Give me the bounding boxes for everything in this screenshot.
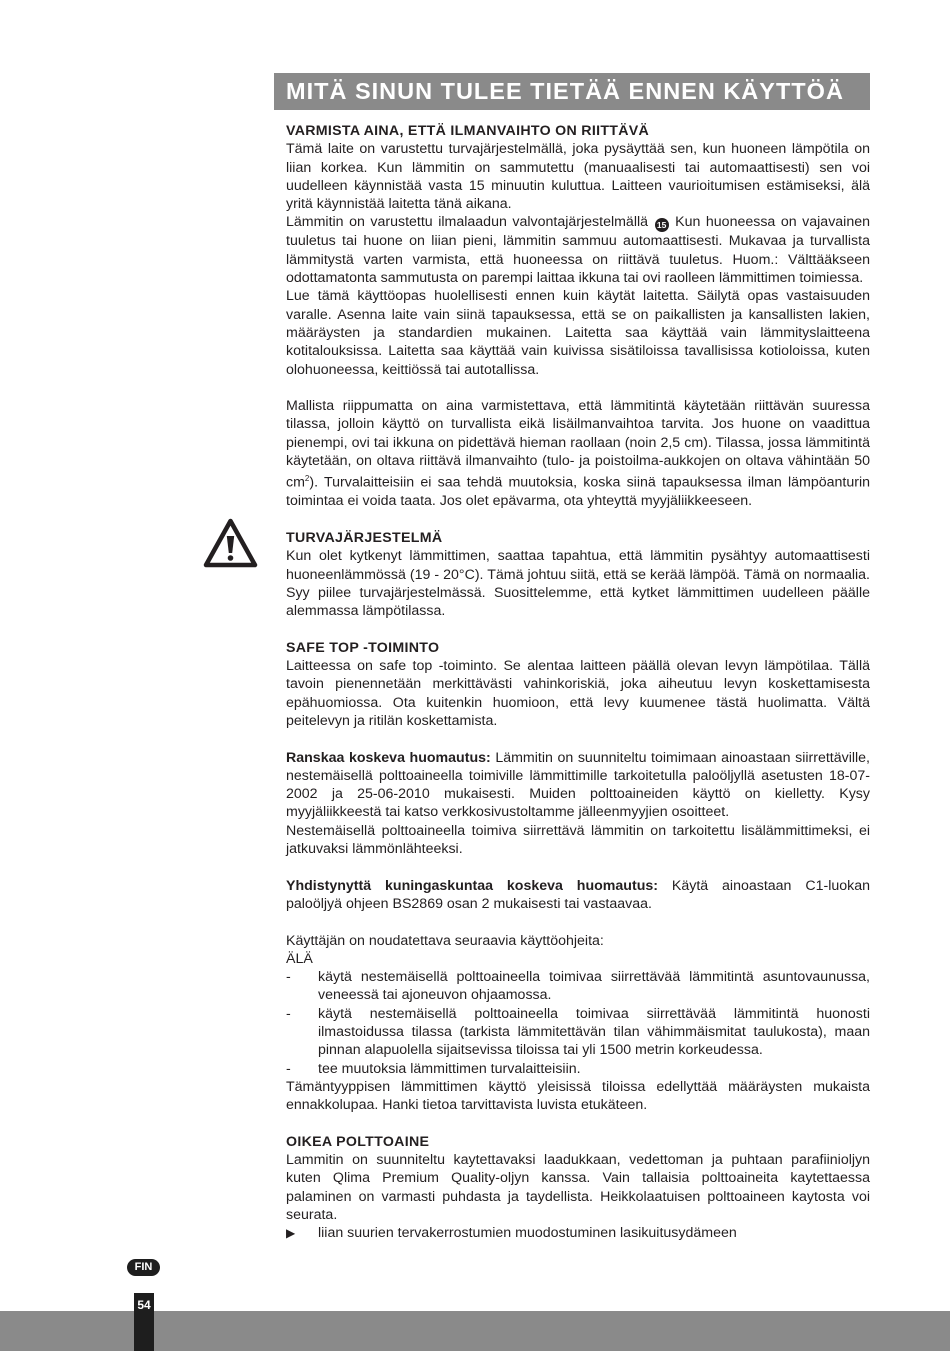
page-number-tab bbox=[134, 1293, 154, 1351]
paragraph: ÄLÄ bbox=[286, 950, 313, 967]
paragraph: Laitteessa on safe top -toiminto. Se alentaa laitteen päällä olevan levyn lämpötilaa. Tällä tavoin pienennetään merkittävästi vahinkoriskiä, joka aiheutuu levyn koskettamisesta epähuomiossa. Ota kuitenkin huomioon, että levy kuumenee tästä huolimatta. Vältä peitelevyn ja ritilän koskettamista. bbox=[286, 658, 870, 729]
paragraph: Käyttäjän on noudatettava seuraavia käyttöohjeita: bbox=[286, 932, 604, 949]
dash-marker: - bbox=[286, 1005, 291, 1022]
page-header bbox=[274, 73, 870, 110]
text-run: Lämmitin on varustettu ilmalaadun valvontajärjestelmällä bbox=[286, 214, 649, 231]
paragraph: Nestemäisellä polttoaineella toimiva siirrettävä lämmitin on tarkoitettu lisälämmittimeksi, ei jatkuvaksi lämmönlähteeksi. bbox=[286, 822, 870, 858]
list-item bbox=[286, 1005, 870, 1060]
dash-marker: - bbox=[286, 1060, 291, 1077]
list-item bbox=[286, 1060, 870, 1078]
note-label-uk: Yhdistynyttä kuningaskuntaa koskeva huomautus: bbox=[286, 877, 658, 894]
warning-triangle-icon bbox=[203, 518, 258, 568]
section-heading-safety-system: TURVAJÄRJESTELMÄ bbox=[286, 529, 443, 546]
section-heading-fuel: OIKEA POLTTOAINE bbox=[286, 1133, 430, 1150]
paragraph: Kun olet kytkenyt lämmittimen, saattaa tapahtua, että lämmitin pysähtyy automaattisesti huoneenlämmössä (19 - 20°C). Tämä johtuu siitä, että se kerää lämpöä. Tämä on normaalia. Syy piilee turvajärjestelmässä. Suosittelemme, että kytket lämmittimen uudelleen päälle alemmassa lämpötilassa. bbox=[286, 548, 870, 620]
list-item-text: liian suurien tervakerrostumien muodostuminen lasikuitusydämeen bbox=[318, 1225, 737, 1242]
language-badge: FIN bbox=[127, 1259, 160, 1276]
list-item-text: käytä nestemäisellä polttoaineella toimivaa siirrettävää lämmitintä asuntovaunussa, veneessä tai ajoneuvon ohjaamossa. bbox=[318, 969, 870, 1004]
list-item bbox=[286, 1224, 870, 1242]
list-item-text: tee muutoksia lämmittimen turvalaitteisiin. bbox=[318, 1060, 581, 1077]
paragraph bbox=[286, 877, 870, 914]
section-heading-ventilation: VARMISTA AINA, ETTÄ ILMANVAIHTO ON RIITTÄVÄ bbox=[286, 123, 650, 139]
paragraph bbox=[286, 397, 870, 511]
list-item-text: käytä nestemäisellä polttoaineella toimivaa siirrettävää lämmitintä huonosti ilmastoidussa tilassa (tarkista lämmitettävän tilan vähimmäismitat taulukosta), maan pinnan alapuolella sijaitsevissa tiloissa tai yli 1500 metrin korkeudessa. bbox=[318, 1005, 870, 1059]
paragraph: Tämäntyyppisen lämmittimen käyttö yleisissä tiloissa edellyttää määräysten mukaista ennakkolupaa. Hanki tietoa tarvittavista luvista etukäteen. bbox=[286, 1078, 870, 1114]
content bbox=[286, 122, 870, 1243]
text-run: Mallista riippumatta on aina varmistettava, että lämmitintä käytetään riittävän suuressa tilassa, jolloin käyttö on turvallista eikä lisäilmanvaihtoa tarvita. Jos huone on vaadittua pienempi, ovi tai ikkuna on pidettävä hieman raollaan (noin 2,5 cm). Tilassa, jossa lämmitintä käytetään, on oltava riittävä ilmanvaihto (tulo- ja poistoilma-aukkojen on oltava vähintään 50 cm bbox=[286, 398, 870, 492]
section-heading-safe-top: SAFE TOP -TOIMINTO bbox=[286, 639, 440, 656]
arrow-right-icon: ▶ bbox=[286, 1226, 296, 1241]
paragraph: Lammitin on suunniteltu kaytettavaksi laadukkaan, vedettoman ja puhtaan parafiinioljyn kuten Qlima Premium Quality-oljyn kanssa. Vain tallaisia polttoaineita kaytettaessa palaminen on varmasti puhdasta ja taydellista. Heikkolaatuisen polttoaineen kaytosta voi seurata. bbox=[286, 1152, 870, 1223]
paragraph bbox=[286, 213, 870, 287]
fuel-consequence-list bbox=[286, 1224, 870, 1242]
list-item bbox=[286, 968, 870, 1005]
reference-number-badge: 15 bbox=[655, 218, 669, 232]
page-number: 54 bbox=[137, 1298, 151, 1312]
paragraph: Lue tämä käyttöopas huolellisesti ennen kuin käytät laitetta. Säilytä opas vastaisuuden varalle. Asenna laite vain siinä tapauksessa, että se on paikallisten ja kansallisten lakien, määräysten ja standardien mukainen. Laitetta saa käyttää vain lämmityslaitteena kotitalouksissa. Laitetta saa käyttää vain kuivissa sisätiloissa tavallisissa kotioloissa, kuten olohuoneessa, keittiössä tai autotallissa. bbox=[286, 288, 870, 378]
page-title: MITÄ SINUN TULEE TIETÄÄ ENNEN KÄYTTÖÄ bbox=[286, 78, 844, 104]
text-run: Kun huoneessa on vajavainen tuuletus tai huone on liian pieni, lämmitin sammuu automaattisesti. Mukavaa ja turvallista lämmitystä varten varmista, että huoneessa on riittävä tuuletus. Huom.: Välttääkseen odottamatonta sammutusta on parempi laittaa ikkuna tai ovi raolleen lämmittimen toimiessa. bbox=[286, 214, 871, 287]
paragraph bbox=[286, 749, 870, 822]
text-run: Lämmitin on suunniteltu toimimaan ainoastaan siirrettäville, nestemäisellä polttoaineella toimiville lämmittimille tarkoitetulla paloöljyllä asetusten 18-07-2002 ja 25-06-2010 mukaisesti. Muiden polttoaineiden käyttö on kielletty. Kysy myyjäliikkeestä tai katso verkkosivustoltamme jälleenmyyjien osoitteet. bbox=[286, 749, 870, 821]
note-label-france: Ranskaa koskeva huomautus: bbox=[286, 749, 491, 766]
paragraph: Tämä laite on varustettu turvajärjestelmällä, joka pysäyttää sen, kun huoneen lämpötila on liian korkea. Kun lämmitin on sammutettu (manuaalisesti tai automaattisesti) sen voi uudelleen käynnistää vasta 15 minuutin kuluttua. Laitteen vaurioitumisen estämiseksi, älä yritä käynnistää laitetta tänä aikana. bbox=[286, 141, 870, 213]
text-run: ). Turvalaitteisiin ei saa tehdä muutoksia, koska siinä tapauksessa ilman lämpöanturin toimintaa ei voida taata. Jos olet epävarma, ota yhteyttä myyjäliikkeeseen. bbox=[286, 475, 870, 510]
text-run: Käytä ainoastaan C1-luokan paloöljyä ohjeen BS2869 osan 2 mukaisesti tai vastaavaa. bbox=[286, 877, 870, 912]
dash-marker: - bbox=[286, 969, 291, 986]
instruction-list bbox=[286, 968, 870, 1078]
superscript: 2 bbox=[304, 474, 310, 484]
